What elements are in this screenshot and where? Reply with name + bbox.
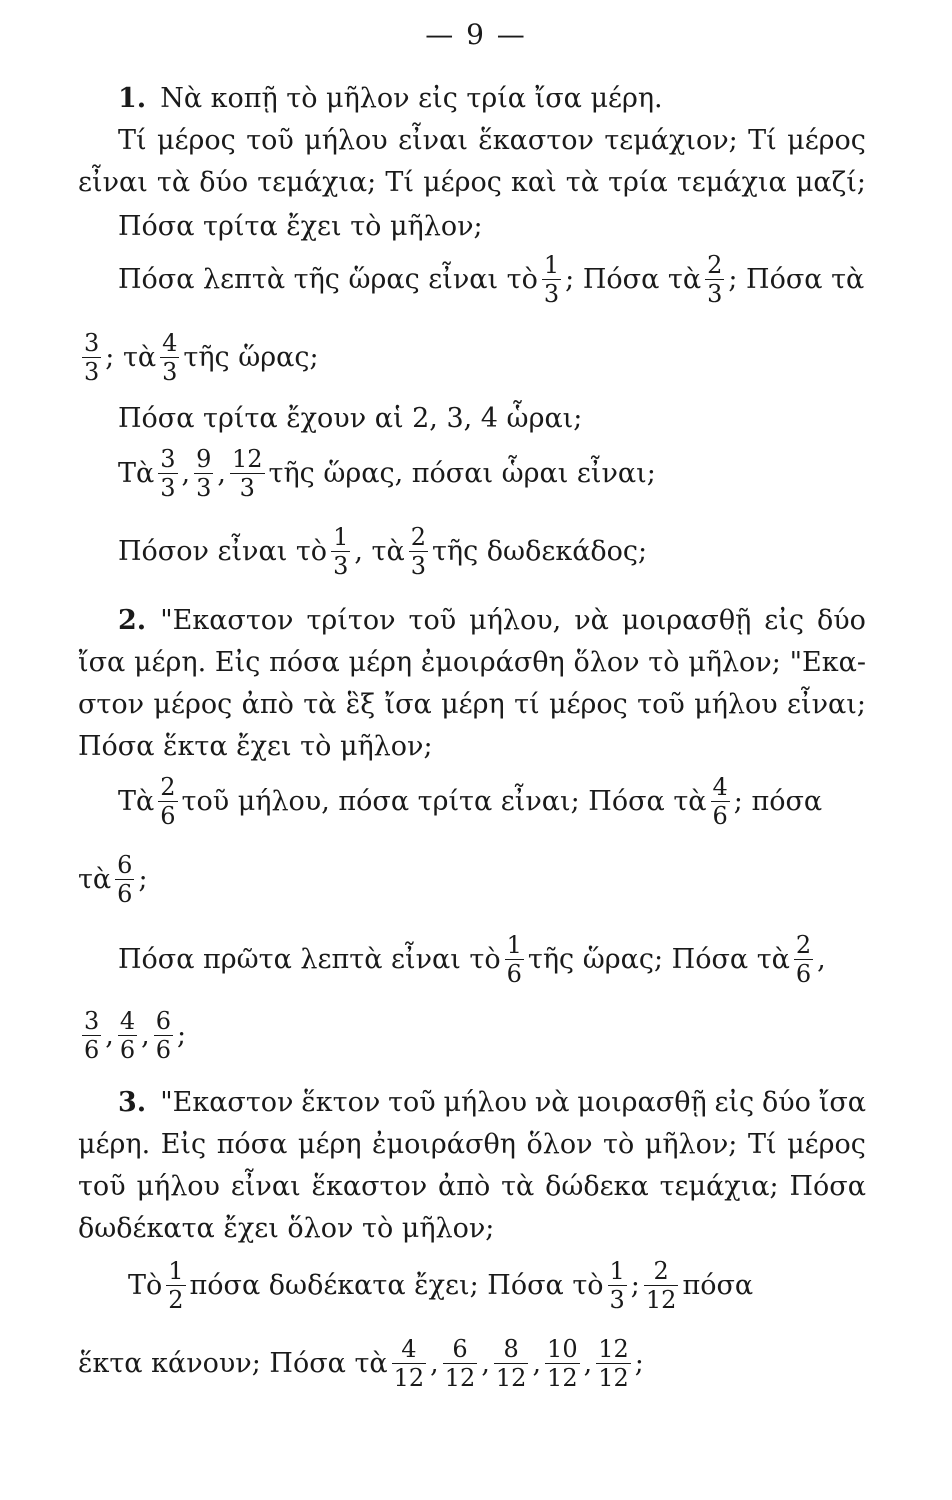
text: ; bbox=[138, 863, 148, 895]
word: νὰ bbox=[534, 1087, 570, 1118]
word: δύο bbox=[199, 167, 249, 198]
word: τὰ bbox=[501, 1171, 535, 1202]
fraction bbox=[230, 446, 265, 501]
word: ὅλον bbox=[573, 647, 640, 678]
word: δώδεκα bbox=[545, 1171, 649, 1202]
fraction bbox=[154, 1008, 173, 1063]
numerator: 6 bbox=[117, 851, 133, 879]
section-number: 3. bbox=[118, 1087, 147, 1118]
fraction bbox=[82, 330, 101, 385]
word: δύο bbox=[817, 605, 866, 636]
fraction bbox=[608, 1258, 627, 1313]
word: εἶναι bbox=[230, 1171, 301, 1202]
fraction bbox=[443, 1336, 478, 1391]
word: εἶναι bbox=[78, 167, 148, 198]
text: ; Πόσα τὰ bbox=[728, 263, 865, 295]
word: μῆλον; bbox=[688, 647, 781, 678]
text: ἕκτα κάνουν; Πόσα τὰ bbox=[78, 1347, 388, 1379]
fraction bbox=[711, 774, 730, 829]
word: νὰ bbox=[574, 605, 609, 636]
word: τοῦ bbox=[78, 1171, 126, 1202]
numerator: 12 bbox=[232, 445, 263, 473]
word: μήλου bbox=[694, 689, 778, 720]
s3-line-5 bbox=[128, 1257, 754, 1314]
s2-line-3 bbox=[78, 688, 866, 722]
s3-line-1 bbox=[118, 1086, 866, 1120]
numerator: 1 bbox=[168, 1257, 184, 1285]
text: , bbox=[817, 943, 826, 975]
word: τοῦ bbox=[388, 1087, 436, 1118]
word: μέρος bbox=[549, 689, 628, 720]
denominator: 3 bbox=[543, 280, 560, 308]
s1-line-6 bbox=[78, 329, 319, 386]
fraction bbox=[505, 932, 524, 987]
word: Τί bbox=[385, 167, 414, 198]
numerator: 6 bbox=[452, 1335, 468, 1363]
word: μέρος bbox=[787, 1129, 866, 1160]
word: τεμάχιον; bbox=[604, 125, 738, 156]
numerator: 4 bbox=[162, 329, 178, 357]
text: ; τὰ bbox=[105, 341, 157, 373]
s1-line-4: Πόσα τρίτα ἔχει τὸ μῆλον; bbox=[118, 211, 483, 242]
fraction bbox=[409, 524, 428, 579]
denominator: 6 bbox=[506, 960, 522, 988]
denominator: 6 bbox=[712, 802, 728, 830]
fraction bbox=[194, 446, 213, 501]
word: μέρη bbox=[297, 1129, 362, 1160]
word: μέρος bbox=[423, 167, 502, 198]
text: Νὰ κοπῇ τὸ μῆλον εἰς τρία ἴσα μέρη. bbox=[160, 83, 663, 114]
word: εἶναι bbox=[398, 125, 468, 156]
fraction bbox=[82, 1008, 101, 1063]
word: ἐμοιράσθη bbox=[372, 1129, 516, 1160]
word: μῆλον; bbox=[644, 1129, 738, 1160]
word: Τί bbox=[118, 125, 147, 156]
word: τὰ bbox=[565, 167, 599, 198]
word: ἕκαστον bbox=[478, 125, 594, 156]
word: Τί bbox=[747, 1129, 777, 1160]
denominator: 12 bbox=[495, 1364, 527, 1392]
fraction bbox=[331, 524, 350, 579]
text: Τὸ bbox=[128, 1269, 163, 1301]
text: ; bbox=[177, 1019, 187, 1051]
fraction bbox=[118, 1008, 137, 1063]
numerator: 3 bbox=[84, 329, 100, 357]
s1-line-8: Τὰ $\frac{3}{3}$ , $\frac{9}{3}$ , $\frac{12}{3}$ τῆς ὥρας, πόσαι ὧραι εἶναι; bbox=[118, 445, 656, 502]
word: μήλου bbox=[304, 125, 388, 156]
word: πόσα bbox=[216, 1129, 288, 1160]
fraction bbox=[644, 1258, 679, 1313]
numerator: 6 bbox=[155, 1007, 172, 1035]
text: τῆς ὥρας; bbox=[183, 341, 319, 373]
word: τοῦ bbox=[637, 689, 685, 720]
s2-line-6 bbox=[78, 851, 148, 908]
numerator: 4 bbox=[401, 1335, 417, 1363]
s3-line-3 bbox=[78, 1170, 866, 1204]
denominator: 12 bbox=[444, 1364, 476, 1392]
word: μήλου bbox=[136, 1171, 220, 1202]
numerator: 1 bbox=[543, 251, 560, 279]
s3-line-2 bbox=[78, 1128, 866, 1162]
section-number: 1. bbox=[118, 83, 147, 114]
s3-line-6: ἕκτα κάνουν; Πόσα τὰ $\frac{4}{12}$ , $\frac{6}{12}$ , $\frac{8}{12}$ , $\frac{10}{12}$ , $\frac{12}{12}$ ; bbox=[78, 1335, 644, 1392]
word: μέρος bbox=[787, 125, 866, 156]
fraction bbox=[545, 1336, 580, 1391]
denominator: 6 bbox=[117, 880, 133, 908]
text: ; bbox=[630, 1269, 640, 1301]
numerator: 1 bbox=[506, 931, 522, 959]
denominator: 3 bbox=[84, 358, 100, 386]
numerator: 2 bbox=[795, 931, 812, 959]
word: τεμάχια; bbox=[659, 1171, 779, 1202]
denominator: 12 bbox=[645, 1286, 677, 1314]
fraction bbox=[166, 1258, 185, 1313]
text: ; bbox=[634, 1347, 644, 1379]
fraction bbox=[494, 1336, 529, 1391]
word: μοιρασθῇ bbox=[621, 605, 752, 636]
denominator: 3 bbox=[609, 1286, 625, 1314]
numerator: 4 bbox=[119, 1007, 136, 1035]
numerator: 2 bbox=[160, 773, 176, 801]
text: τῆς δωδεκάδος; bbox=[431, 535, 648, 567]
s2-line-8: $\frac{3}{6}$ , $\frac{4}{6}$ , $\frac{6}{6}$ ; bbox=[84, 1007, 187, 1064]
text: Πόσον εἶναι τὸ bbox=[118, 535, 328, 567]
word: τοῦ bbox=[246, 125, 294, 156]
word: μέρη bbox=[441, 689, 505, 720]
text: τοῦ μήλου, πόσα τρίτα εἶναι; Πόσα τὰ bbox=[181, 785, 707, 817]
word: ἓξ bbox=[345, 689, 376, 720]
word: τρία bbox=[608, 167, 668, 198]
word: τὰ bbox=[303, 689, 337, 720]
denominator: 6 bbox=[155, 1036, 172, 1064]
page-number: — 9 — bbox=[425, 18, 527, 51]
text: ; Πόσα τὰ bbox=[565, 263, 702, 295]
numerator: 2 bbox=[653, 1257, 669, 1285]
word: τοῦ bbox=[408, 605, 457, 636]
s2-line-4: Πόσα ἕκτα ἔχει τὸ μῆλον; bbox=[78, 731, 433, 762]
text: πόσα δωδέκατα ἔχει; Πόσα τὸ bbox=[189, 1269, 604, 1301]
denominator: 3 bbox=[239, 474, 255, 502]
word: ἐμοιράσθη bbox=[420, 647, 565, 678]
word: τεμάχια; bbox=[257, 167, 377, 198]
word: ἴσα bbox=[78, 647, 126, 678]
word: μοιρασθῇ bbox=[577, 1087, 707, 1118]
text: πόσα bbox=[682, 1269, 754, 1301]
word: ἀπὸ bbox=[241, 689, 294, 720]
s1-line-3 bbox=[78, 166, 866, 200]
word: ἴσα bbox=[818, 1087, 866, 1118]
denominator: 6 bbox=[160, 802, 176, 830]
s2-line-1 bbox=[118, 604, 866, 638]
s1-line-1 bbox=[118, 82, 663, 116]
denominator: 6 bbox=[119, 1036, 136, 1064]
word: καὶ bbox=[510, 167, 557, 198]
text: Πόσα πρῶτα λεπτὰ εἶναι τὸ bbox=[118, 943, 501, 975]
word: μέρη. bbox=[134, 647, 207, 678]
word: μέρος bbox=[153, 689, 233, 720]
denominator: 3 bbox=[162, 358, 178, 386]
numerator: 2 bbox=[410, 523, 426, 551]
word: Εἰς bbox=[160, 1129, 207, 1160]
section-number: 2. bbox=[118, 605, 147, 636]
numerator: 10 bbox=[547, 1335, 578, 1363]
s2-line-7 bbox=[118, 931, 826, 988]
numerator: 1 bbox=[333, 523, 349, 551]
denominator: 6 bbox=[795, 960, 812, 988]
fraction bbox=[115, 852, 134, 907]
numerator: 12 bbox=[598, 1335, 629, 1363]
fraction bbox=[392, 1336, 427, 1391]
word: πόσα bbox=[269, 647, 340, 678]
word: ὅλον bbox=[526, 1129, 593, 1160]
denominator: 3 bbox=[707, 280, 723, 308]
denominator: 3 bbox=[160, 474, 176, 502]
text: τῆς ὥρας; Πόσα τὰ bbox=[527, 943, 790, 975]
word: μέρος bbox=[157, 125, 236, 156]
word: στον bbox=[78, 689, 145, 720]
fraction bbox=[160, 330, 179, 385]
word: τί bbox=[514, 689, 540, 720]
s1-line-9 bbox=[118, 523, 648, 580]
fraction bbox=[705, 252, 724, 307]
fraction bbox=[596, 1336, 631, 1391]
denominator: 12 bbox=[598, 1364, 629, 1392]
numerator: 1 bbox=[609, 1257, 625, 1285]
text: Τὰ bbox=[118, 457, 155, 489]
text: τῆς ὥρας, πόσαι ὧραι εἶναι; bbox=[268, 457, 656, 489]
numerator: 3 bbox=[84, 1007, 100, 1035]
text: ; πόσα bbox=[733, 785, 823, 817]
numerator: 8 bbox=[503, 1335, 519, 1363]
numerator: 3 bbox=[160, 445, 176, 473]
fraction bbox=[158, 774, 177, 829]
word: τὰ bbox=[156, 167, 191, 198]
word: "Εκα- bbox=[789, 647, 866, 678]
s1-line-5 bbox=[118, 251, 865, 308]
word: ἀπὸ bbox=[438, 1171, 491, 1202]
word: 3. "Εκαστον bbox=[118, 1087, 294, 1118]
word: 2. "Εκαστον bbox=[118, 605, 294, 636]
word: μήλου, bbox=[469, 605, 562, 636]
denominator: 3 bbox=[333, 552, 349, 580]
fraction bbox=[794, 932, 813, 987]
word: Τί bbox=[748, 125, 777, 156]
text: τὰ bbox=[78, 863, 112, 895]
word: ἕκαστον bbox=[311, 1171, 428, 1202]
numerator: 2 bbox=[707, 251, 723, 279]
denominator: 3 bbox=[196, 474, 212, 502]
word: ἕκτον bbox=[301, 1087, 381, 1118]
s2-line-5 bbox=[118, 773, 823, 830]
word: μέρη. bbox=[78, 1129, 151, 1160]
word: εἰς bbox=[764, 605, 804, 636]
s1-line-2 bbox=[118, 124, 866, 158]
word: μαζί; bbox=[795, 167, 866, 198]
word: εἶναι; bbox=[787, 689, 866, 720]
text: , τὰ bbox=[354, 535, 405, 567]
denominator: 12 bbox=[547, 1364, 578, 1392]
word: μέρη bbox=[348, 647, 413, 678]
s3-line-4: δωδέκατα ἔχει ὅλον τὸ μῆλον; bbox=[78, 1213, 495, 1244]
word: μήλου bbox=[443, 1087, 528, 1118]
denominator: 12 bbox=[393, 1364, 425, 1392]
s2-line-2 bbox=[78, 646, 866, 680]
word: τεμάχια bbox=[676, 167, 787, 198]
word: εἰς bbox=[714, 1087, 755, 1118]
fraction bbox=[158, 446, 177, 501]
word: Πόσα bbox=[789, 1171, 866, 1202]
denominator: 2 bbox=[168, 1286, 184, 1314]
denominator: 6 bbox=[84, 1036, 100, 1064]
denominator: 3 bbox=[410, 552, 426, 580]
word: Εἰς bbox=[214, 647, 261, 678]
word: δύο bbox=[761, 1087, 811, 1118]
fraction bbox=[542, 252, 561, 307]
text: Τὰ bbox=[118, 785, 155, 817]
numerator: 4 bbox=[712, 773, 728, 801]
numerator: 9 bbox=[196, 445, 212, 473]
word: τρίτον bbox=[306, 605, 396, 636]
s1-line-7: Πόσα τρίτα ἔχουν αἱ 2, 3, 4 ὧραι; bbox=[118, 403, 583, 434]
text: Πόσα λεπτὰ τῆς ὥρας εἶναι τὸ bbox=[118, 263, 538, 295]
word: τὸ bbox=[648, 647, 680, 678]
word: ἴσα bbox=[384, 689, 432, 720]
word: τὸ bbox=[603, 1129, 635, 1160]
